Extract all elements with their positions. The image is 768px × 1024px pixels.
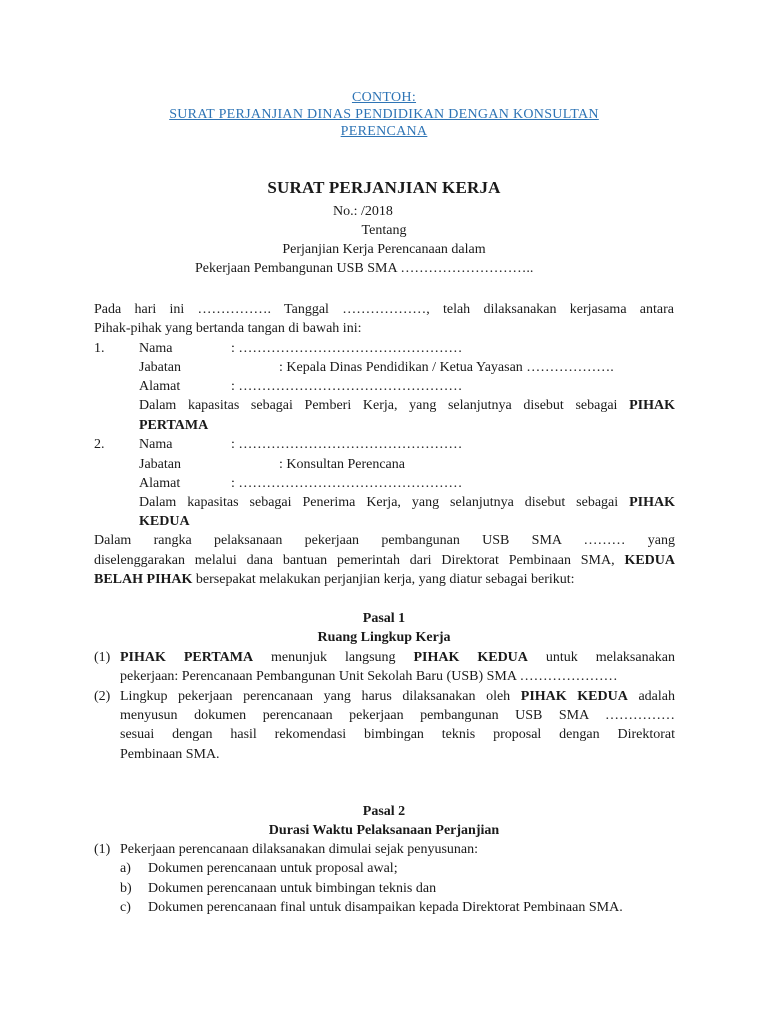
party-1-capacity <box>139 396 675 415</box>
pasal-1-item-2-line-3: sesuai dengan hasil rekomendasi bimbingan teknis proposal dengan Direktorat <box>120 727 675 742</box>
party-1-capacity-bold-2: PERTAMA <box>139 418 209 433</box>
party-1-position-label: Jabatan <box>139 360 181 375</box>
letter-about: Tentang <box>361 223 407 238</box>
pasal-2-sub-item-b-text: Dokumen perencanaan untuk bimbingan teknis dan <box>148 881 437 896</box>
pasal-2-item-1-text: Pekerjaan perencanaan dilaksanakan dimulai sejak penyusunan: <box>120 842 479 857</box>
context-line-2-bold: KEDUA <box>624 553 675 568</box>
party-2-position-value: : Konsultan Perencana <box>279 457 405 472</box>
pasal-1-item-2-line-1 <box>120 687 675 706</box>
pasal-1-item-1-line-2: pekerjaan: Perencanaan Pembangunan Unit Sekolah Baru (USB) SMA ………………… <box>120 669 618 684</box>
party-2-capacity-bold-2: KEDUA <box>139 514 190 529</box>
letter-title: SURAT PERJANJIAN KERJA <box>267 178 501 197</box>
context-line-2 <box>94 551 675 570</box>
pasal-2-sub-item-b-letter: b) <box>120 881 132 896</box>
party-2-position-label: Jabatan <box>139 457 181 472</box>
party-2-name-label: Nama <box>139 437 173 452</box>
letter-number: No.: /2018 <box>333 204 393 219</box>
party-2-address-label: Alamat <box>139 476 181 491</box>
party-1-number: 1. <box>94 341 105 356</box>
pasal-2-item-1-number: (1) <box>94 842 111 857</box>
letter-subject-line-1: Perjanjian Kerja Perencanaan dalam <box>282 242 486 257</box>
pasal-2-sub-item-c-letter: c) <box>120 900 131 915</box>
intro-line-2: Pihak-pihak yang bertanda tangan di bawah ini: <box>94 321 362 336</box>
pasal-2-subtitle: Durasi Waktu Pelaksanaan Perjanjian <box>268 823 500 838</box>
party-1-position-value: : Kepala Dinas Pendidikan / Ketua Yayasan ………………. <box>279 360 614 375</box>
context-line-1: Dalam rangka pelaksanaan pekerjaan pembangunan USB SMA ……… yang <box>94 533 675 548</box>
pasal-1-item-1-number: (1) <box>94 650 111 665</box>
pasal-1-item-2-text-b: adalah <box>638 689 675 704</box>
context-line-3 <box>94 570 575 589</box>
party-2-capacity-bold-1: PIHAK <box>629 495 676 510</box>
party-2-capacity-text: Dalam kapasitas sebagai Penerima Kerja, yang selanjutnya disebut sebagai <box>139 495 619 510</box>
pasal-1-item-1-bold-b: PIHAK KEDUA <box>413 650 528 665</box>
context-line-3-text: bersepakat melakukan perjanjian kerja, yang diatur sebagai berikut: <box>195 572 575 587</box>
example-title-line-1: SURAT PERJANJIAN DINAS PENDIDIKAN DENGAN KONSULTAN <box>169 107 599 122</box>
pasal-1-item-2-bold: PIHAK KEDUA <box>520 689 628 704</box>
pasal-1-item-2-line-2: menyusun dokumen perencanaan pekerjaan pembangunan USB SMA …………… <box>120 708 675 723</box>
context-line-2-text: diselenggarakan melalui dana bantuan pemerintah dari Direktorat Pembinaan SMA, <box>94 553 615 568</box>
pasal-1-subtitle: Ruang Lingkup Kerja <box>317 630 451 645</box>
party-1-address-value: : ………………………………………… <box>231 379 463 394</box>
pasal-2-sub-item-c-text: Dokumen perencanaan final untuk disampaikan kepada Direktorat Pembinaan SMA. <box>148 900 623 915</box>
pasal-1-item-1-text-a: menunjuk langsung <box>271 650 396 665</box>
pasal-1-item-2-text-a: Lingkup pekerjaan perencanaan yang harus dilaksanakan oleh <box>120 689 511 704</box>
pasal-2-title: Pasal 2 <box>362 804 406 819</box>
letter-subject-line-2: Pekerjaan Pembangunan USB SMA ……………………….. <box>195 261 534 276</box>
pasal-1-item-1-bold-a: PIHAK PERTAMA <box>120 650 254 665</box>
party-2-address-value: : ………………………………………… <box>231 476 463 491</box>
example-label: CONTOH: <box>351 90 417 105</box>
pasal-1-title: Pasal 1 <box>362 611 406 626</box>
pasal-1-item-1-text-b: untuk melaksanakan <box>545 650 675 665</box>
party-1-capacity-text: Dalam kapasitas sebagai Pemberi Kerja, yang selanjutnya disebut sebagai <box>139 398 618 413</box>
pasal-1-item-2-number: (2) <box>94 689 111 704</box>
party-1-name-value: : ………………………………………… <box>231 341 463 356</box>
pasal-1-item-1-line-1 <box>120 648 675 667</box>
example-title-line-2: PERENCANA <box>340 124 428 139</box>
pasal-2-sub-item-a-text: Dokumen perencanaan untuk proposal awal; <box>148 861 398 876</box>
intro-line-1: Pada hari ini ……………. Tanggal ………………, telah dilaksanakan kerjasama antara <box>94 302 674 317</box>
party-2-number: 2. <box>94 437 105 452</box>
pasal-2-sub-item-a-letter: a) <box>120 861 131 876</box>
party-1-name-label: Nama <box>139 341 173 356</box>
party-1-address-label: Alamat <box>139 379 181 394</box>
pasal-1-item-2-line-4: Pembinaan SMA. <box>120 747 220 762</box>
party-2-name-value: : ………………………………………… <box>231 437 463 452</box>
party-1-capacity-bold-1: PIHAK <box>629 398 675 413</box>
party-2-capacity <box>139 493 675 512</box>
context-line-3-bold: BELAH PIHAK <box>94 572 193 587</box>
